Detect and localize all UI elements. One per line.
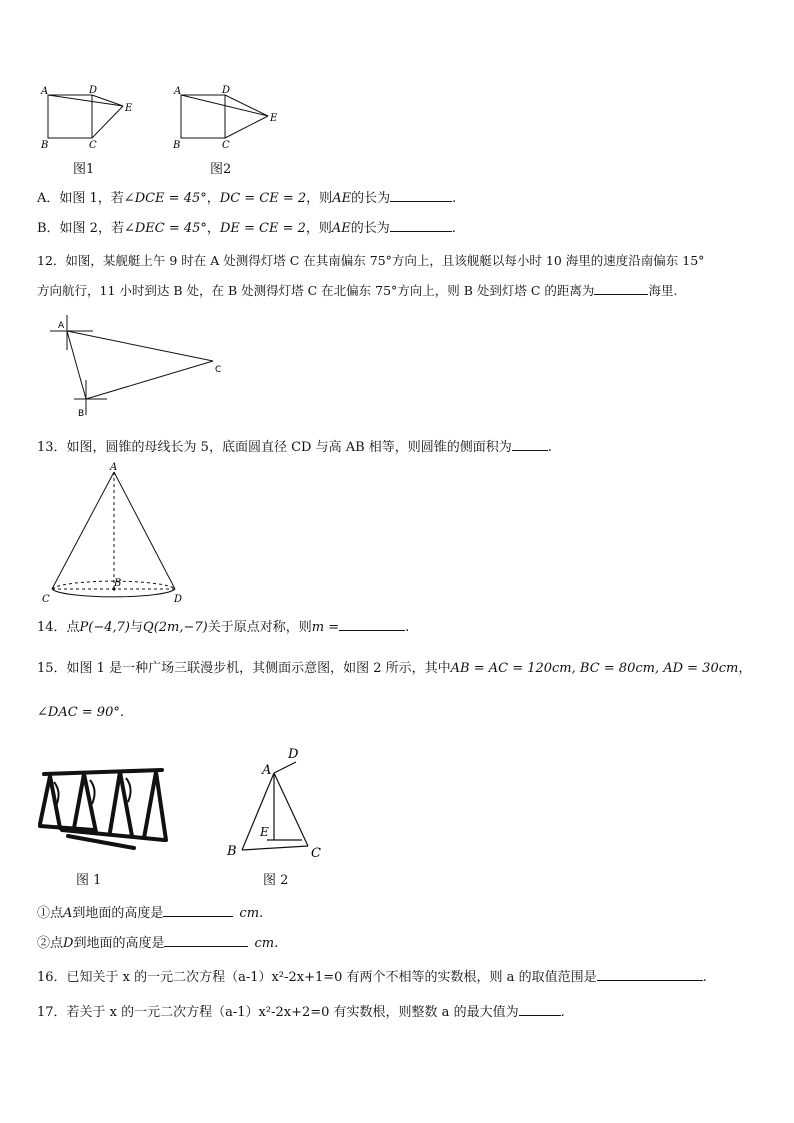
q11-b-sep: ， (206, 221, 220, 236)
q13-end: . (547, 440, 552, 455)
q11-a-answer-blank[interactable] (390, 189, 452, 202)
q15-sub2 (37, 934, 278, 953)
q12-label-b: B (78, 409, 85, 419)
q11-b-cond2: DE = CE = 2 (219, 221, 306, 236)
q12-line2 (37, 282, 677, 300)
q15-label-d: D (288, 747, 299, 762)
fig2-label-b: B (173, 140, 181, 151)
q13-answer-blank[interactable] (512, 438, 548, 451)
q13-label-b: B (114, 578, 122, 589)
q15-line2 (37, 704, 124, 722)
fig1-label-a: A (41, 86, 49, 97)
q11-b-mid: ，则 (305, 221, 332, 236)
fig1-label-b: B (41, 140, 49, 151)
q15-sub1-prefix: ①点 (37, 906, 64, 921)
q17-answer-blank[interactable] (519, 1003, 561, 1016)
fig2-label-e: E (270, 113, 278, 124)
q15-sub2-answer-blank[interactable] (164, 934, 248, 947)
q15-label-e: E (260, 825, 269, 839)
q11-b-end: . (451, 221, 456, 236)
q11-b-prefix: B．如图 2，若 (37, 221, 124, 236)
q12-label-a: A (58, 321, 65, 331)
q13-label-a: A (110, 462, 118, 473)
q11-a-var: AE (332, 191, 352, 206)
figure-1-diagram (38, 82, 138, 152)
q11-b-var: AE (331, 221, 351, 236)
q17-question (37, 1003, 565, 1022)
fig1-caption: 图1 (73, 162, 95, 177)
q16-end: . (702, 970, 707, 985)
fig2-label-a: A (174, 86, 182, 97)
q11-option-b (37, 219, 456, 238)
fig2-caption: 图2 (210, 162, 232, 177)
q15-label-c: C (311, 846, 321, 860)
q12-answer-blank[interactable] (594, 282, 648, 295)
q11-a-cond2: DC = CE = 2 (219, 191, 307, 206)
q15-sub1-text: 到地面的高度是 (72, 906, 164, 921)
q15-sub1-end: . (259, 906, 264, 921)
q14-point-q: Q(2m,−7) (143, 620, 208, 635)
q15-sub1-answer-blank[interactable] (163, 904, 233, 917)
q12-diagram (45, 312, 235, 420)
q11-b-suffix: 的长为 (350, 221, 390, 236)
q15-fig1-caption: 图 1 (76, 873, 102, 888)
q13-question (37, 438, 552, 457)
q14-point-p: P(−4,7) (79, 620, 131, 635)
q15-line2-math: ∠DAC = 90° (37, 705, 120, 720)
q15-sub2-text: 到地面的高度是 (73, 936, 165, 951)
q12-line1: 12．如图，某舰艇上午 9 时在 A 处测得灯塔 C 在其南偏东 75°方向上，且该舰艇以每小时 10 海里的速度沿南偏东 15° (37, 253, 705, 268)
q16-answer-blank[interactable] (597, 968, 703, 981)
q15-sub2-end: . (274, 936, 279, 951)
q11-b-answer-blank[interactable] (390, 219, 452, 232)
q12-line2-text: 方向航行，11 小时到达 B 处，在 B 处测得灯塔 C 在北偏东 75°方向上，则 B 处到灯塔 C 的距离为 (37, 283, 595, 298)
q11-a-mid: ，则 (306, 191, 333, 206)
q15-sub2-var: D (63, 936, 74, 951)
fig2-label-c: C (222, 140, 230, 151)
q12-label-c: C (215, 365, 222, 375)
q17-end: . (560, 1005, 565, 1020)
q17-text: 17．若关于 x 的一元二次方程（a-1）x²-2x+2=0 有实数根，则整数 a 的最大值为 (37, 1005, 519, 1020)
q15-triangle-diagram (222, 740, 332, 860)
q14-suffix: 关于原点对称，则 (207, 620, 312, 635)
q11-option-a (37, 189, 456, 208)
q13-label-d: D (174, 594, 183, 605)
q16-text: 16．已知关于 x 的一元二次方程（a-1）x²-2x+1=0 有两个不相等的实数根，则 a 的取值范围是 (37, 970, 597, 985)
q15-line2-end: . (119, 705, 124, 720)
q11-b-cond1: ∠DEC = 45° (123, 221, 207, 236)
q15-label-a: A (262, 763, 272, 778)
q15-sub2-unit: cm (254, 936, 275, 951)
q11-a-suffix: 的长为 (351, 191, 391, 206)
q15-label-b: B (227, 844, 237, 859)
q13-label-c: C (42, 594, 50, 605)
q15-sub1 (37, 904, 263, 923)
q15-machine-illustration (34, 760, 170, 858)
q12-line2-end: 海里. (648, 283, 678, 298)
q11-a-end: . (452, 191, 457, 206)
q15-line1-end: ， (738, 661, 752, 676)
q13-cone-diagram (38, 456, 188, 606)
q14-var: m = (311, 620, 340, 635)
q15-sub1-var: A (63, 906, 73, 921)
fig1-label-e: E (125, 103, 133, 114)
q15-line1-math: AB = AC = 120cm, BC = 80cm, AD = 30cm (450, 661, 739, 676)
figure-2-diagram (170, 82, 285, 152)
q11-a-prefix: A．如图 1，若 (37, 191, 124, 206)
q15-line1-text: 15．如图 1 是一种广场三联漫步机，其侧面示意图，如图 2 所示，其中 (37, 661, 451, 676)
q11-a-cond1: ∠DCE = 45° (123, 191, 207, 206)
fig1-label-c: C (89, 140, 97, 151)
q11-a-sep: ， (206, 191, 220, 206)
fig1-label-d: D (89, 85, 98, 96)
q14-mid: 与 (130, 620, 144, 635)
q15-sub1-unit: cm (239, 906, 260, 921)
q13-text: 13．如图，圆锥的母线长为 5，底面圆直径 CD 与高 AB 相等，则圆锥的侧面积为 (37, 440, 512, 455)
fig2-label-d: D (222, 85, 231, 96)
q16-question (37, 968, 707, 987)
q14-question (37, 618, 409, 637)
q15-sub2-prefix: ②点 (37, 936, 64, 951)
q15-fig2-caption: 图 2 (263, 873, 289, 888)
q14-prefix: 14．点 (37, 620, 80, 635)
q14-answer-blank[interactable] (339, 618, 405, 631)
q15-line1 (37, 660, 751, 678)
q14-end: . (405, 620, 410, 635)
